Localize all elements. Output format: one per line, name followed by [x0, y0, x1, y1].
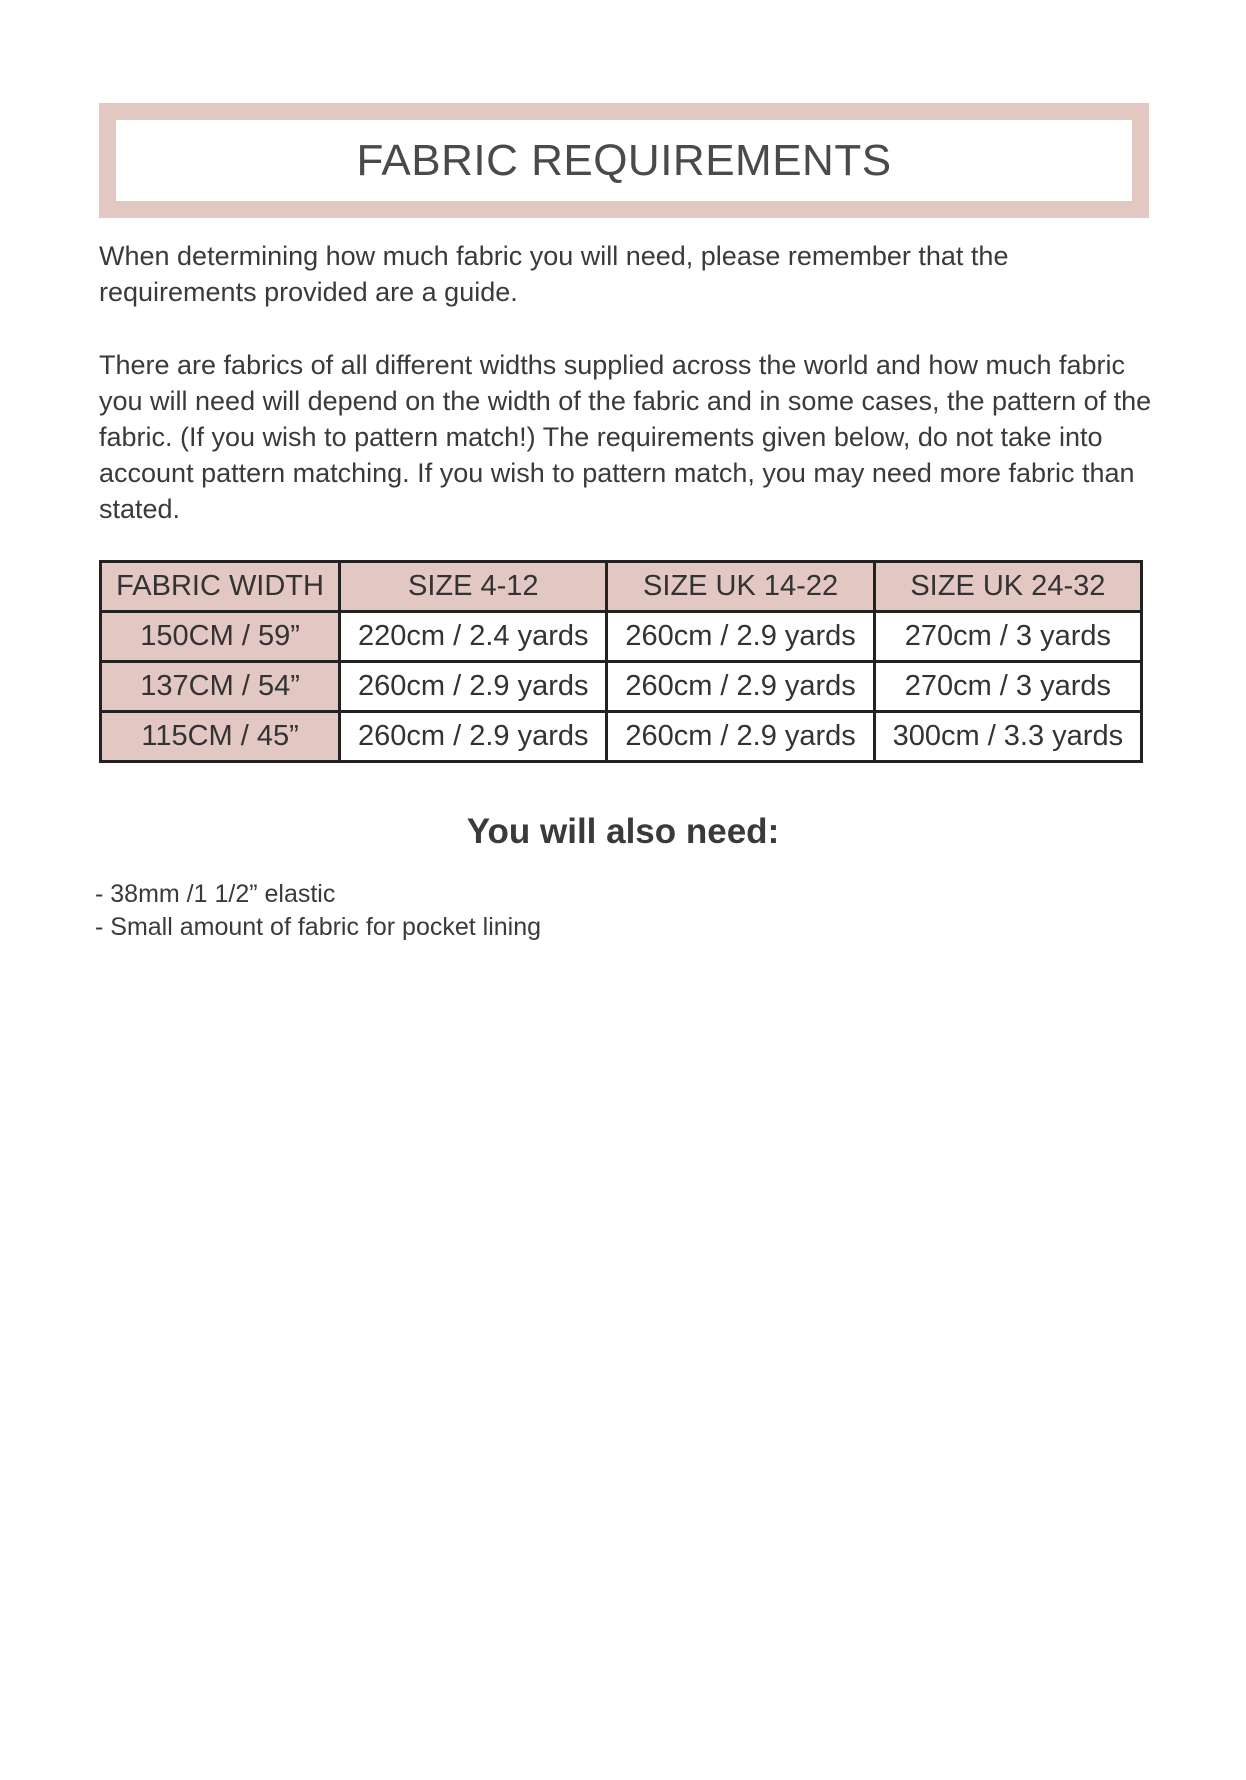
table-cell: 220cm / 2.4 yards: [340, 612, 607, 662]
intro-paragraph-guide: When determining how much fabric you will need, please remember that the requirements provided are a guide.: [99, 241, 1009, 307]
page-title: FABRIC REQUIREMENTS: [356, 135, 892, 185]
table-row: [101, 662, 1142, 712]
table-row: [101, 712, 1142, 762]
header-fabric-width: FABRIC WIDTH: [101, 562, 340, 612]
table-cell: 260cm / 2.9 yards: [607, 662, 874, 712]
table-row: [101, 612, 1142, 662]
row-fabric-width: 115CM / 45”: [101, 712, 340, 762]
table-cell: 270cm / 3 yards: [874, 662, 1141, 712]
intro-paragraph-widths: There are fabrics of all different widths supplied across the world and how much fabric you will need will depend on the width of the fabric and in some cases, the pattern of the fabric. (If you wish to pattern match!) The requirements given below, do not take into account pattern matching. If you wish to pattern match, you may need more fabric than stated.: [99, 350, 1152, 524]
header-size-4-12: SIZE 4-12: [340, 562, 607, 612]
row-fabric-width: 137CM / 54”: [101, 662, 340, 712]
title-banner: [99, 103, 1149, 218]
table-cell: 270cm / 3 yards: [874, 612, 1141, 662]
table-header-row: [101, 562, 1142, 612]
fabric-requirements-table: [99, 560, 1143, 763]
table-cell: 300cm / 3.3 yards: [874, 712, 1141, 762]
header-size-uk-24-32: SIZE UK 24-32: [874, 562, 1141, 612]
table-cell: 260cm / 2.9 yards: [607, 712, 874, 762]
header-size-uk-14-22: SIZE UK 14-22: [607, 562, 874, 612]
list-item: - 38mm /1 1/2” elastic: [95, 880, 336, 908]
table-cell: 260cm / 2.9 yards: [340, 662, 607, 712]
table-cell: 260cm / 2.9 yards: [607, 612, 874, 662]
table-cell: 260cm / 2.9 yards: [340, 712, 607, 762]
also-need-list: [95, 878, 541, 944]
list-item: - Small amount of fabric for pocket lining: [95, 913, 542, 941]
row-fabric-width: 150CM / 59”: [101, 612, 340, 662]
also-need-heading: You will also need:: [466, 812, 780, 851]
